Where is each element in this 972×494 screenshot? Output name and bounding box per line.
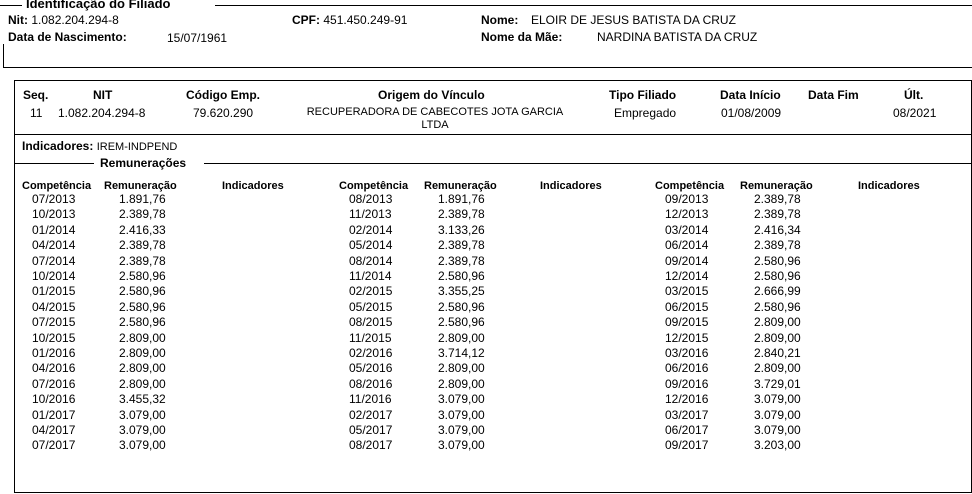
remuneracao-cell: 2.580,96 bbox=[119, 299, 166, 314]
remuneracao-cell: 2.809,00 bbox=[754, 330, 801, 345]
table-row bbox=[0, 392, 972, 407]
table-row bbox=[0, 438, 972, 453]
remuneracao-cell: 2.389,78 bbox=[754, 192, 801, 206]
remuneracao-cell: 2.809,00 bbox=[119, 361, 166, 376]
remuneracao-cell: 2.580,96 bbox=[754, 299, 801, 314]
remuneracao-cell: 2.389,78 bbox=[438, 207, 485, 222]
competencia-cell: 04/2014 bbox=[32, 238, 76, 253]
competencia-cell: 02/2016 bbox=[349, 346, 393, 360]
remuneracao-cell: 2.580,96 bbox=[438, 315, 485, 330]
competencia-cell: 10/2015 bbox=[32, 330, 76, 345]
remuneracao-cell: 1.891,76 bbox=[119, 192, 166, 206]
nascimento-value: 15/07/1961 bbox=[167, 31, 228, 45]
nome-value: ELOIR DE JESUS BATISTA DA CRUZ bbox=[531, 13, 736, 27]
remuneracao-cell: 2.809,00 bbox=[119, 346, 166, 360]
col-competencia-2: Competência bbox=[339, 180, 409, 192]
competencia-cell: 05/2016 bbox=[349, 361, 393, 376]
competencia-cell: 08/2016 bbox=[349, 376, 393, 391]
remuneracao-cell: 2.809,00 bbox=[754, 315, 801, 330]
competencia-cell: 01/2015 bbox=[32, 284, 76, 299]
competencia-cell: 06/2015 bbox=[665, 299, 709, 314]
header-codigo-emp: Código Emp. bbox=[186, 88, 260, 102]
col-remuneracao-2: Remuneração bbox=[424, 180, 497, 192]
remuneracao-cell: 3.455,32 bbox=[119, 392, 166, 407]
remuneracoes-rule-left bbox=[14, 163, 94, 164]
indicadores-value: IREM-INDPEND bbox=[96, 141, 178, 153]
row-ult: 08/2021 bbox=[893, 106, 937, 120]
table-row bbox=[0, 346, 972, 361]
table-row bbox=[0, 331, 972, 346]
competencia-cell: 04/2016 bbox=[32, 361, 76, 376]
competencia-cell: 02/2015 bbox=[349, 284, 393, 299]
remuneracao-cell: 3.079,00 bbox=[754, 407, 801, 422]
table-row bbox=[0, 192, 972, 207]
competencia-cell: 01/2017 bbox=[32, 407, 76, 422]
competencia-cell: 09/2017 bbox=[665, 438, 709, 453]
competencia-cell: 03/2017 bbox=[665, 407, 709, 422]
col-competencia-1: Competência bbox=[22, 180, 92, 192]
remuneracao-cell: 2.389,78 bbox=[754, 207, 801, 222]
header-tipo: Tipo Filiado bbox=[609, 88, 677, 102]
remuneracao-cell: 3.079,00 bbox=[438, 423, 485, 437]
col-indicadores-1: Indicadores bbox=[222, 180, 284, 192]
remuneracao-cell: 3.079,00 bbox=[754, 392, 801, 407]
competencia-cell: 11/2016 bbox=[349, 392, 392, 407]
remuneracao-cell: 2.580,96 bbox=[119, 269, 166, 283]
header-data-fim: Data Fim bbox=[808, 88, 859, 102]
header-data-inicio: Data Início bbox=[720, 88, 781, 102]
competencia-cell: 02/2014 bbox=[349, 222, 393, 237]
filiado-top-rule-left bbox=[0, 5, 22, 6]
cpf-field bbox=[292, 13, 407, 27]
col-indicadores-2: Indicadores bbox=[540, 180, 602, 192]
nome-label: Nome: bbox=[481, 13, 519, 27]
header-origem: Origem do Vínculo bbox=[378, 88, 485, 102]
competencia-cell: 12/2015 bbox=[665, 330, 709, 345]
remuneracao-cell: 3.079,00 bbox=[438, 392, 485, 407]
remuneracao-cell: 2.809,00 bbox=[438, 376, 485, 391]
competencia-cell: 01/2014 bbox=[32, 222, 76, 237]
nit-field bbox=[8, 13, 119, 27]
remuneracoes-title: Remunerações bbox=[100, 156, 187, 170]
indicadores-field bbox=[22, 139, 177, 154]
competencia-cell: 03/2016 bbox=[665, 346, 709, 360]
competencia-cell: 08/2014 bbox=[349, 253, 393, 268]
remuneracao-cell: 1.891,76 bbox=[438, 192, 485, 206]
remuneracao-cell: 2.389,78 bbox=[438, 253, 485, 268]
competencia-cell: 09/2013 bbox=[665, 192, 709, 206]
remuneracao-cell: 2.580,96 bbox=[438, 269, 485, 283]
remuneracao-cell: 2.809,00 bbox=[754, 361, 801, 376]
competencia-cell: 03/2014 bbox=[665, 222, 709, 237]
row-origem-line1: RECUPERADORA DE CABECOTES JOTA GARCIA bbox=[306, 106, 564, 118]
remuneracao-cell: 2.416,33 bbox=[119, 222, 166, 237]
competencia-cell: 04/2015 bbox=[32, 299, 76, 314]
filiado-left-border bbox=[3, 44, 4, 67]
row-data-inicio: 01/08/2009 bbox=[721, 106, 782, 120]
row-nit: 1.082.204.294-8 bbox=[58, 106, 146, 120]
cpf-value: 451.450.249-91 bbox=[323, 13, 408, 27]
remuneracoes-rule-right bbox=[204, 163, 972, 164]
table-row bbox=[0, 361, 972, 376]
remuneracao-cell: 3.079,00 bbox=[119, 423, 166, 437]
remuneracao-cell: 2.580,96 bbox=[119, 315, 166, 330]
cpf-label: CPF: bbox=[292, 13, 320, 27]
nit-value: 1.082.204.294-8 bbox=[31, 13, 119, 27]
remuneracao-cell: 2.809,00 bbox=[438, 361, 485, 376]
vinculo-divider bbox=[14, 134, 972, 135]
remuneracao-cell: 3.133,26 bbox=[438, 222, 485, 237]
competencia-cell: 07/2016 bbox=[32, 376, 76, 391]
col-remuneracao-1: Remuneração bbox=[104, 180, 177, 192]
table-row bbox=[0, 423, 972, 438]
table-row bbox=[0, 300, 972, 315]
col-competencia-3: Competência bbox=[655, 180, 725, 192]
table-row bbox=[0, 408, 972, 423]
col-remuneracao-3: Remuneração bbox=[740, 180, 813, 192]
table-row bbox=[0, 223, 972, 238]
table-row bbox=[0, 207, 972, 222]
competencia-cell: 04/2017 bbox=[32, 423, 76, 437]
competencia-cell: 12/2014 bbox=[665, 269, 709, 283]
remuneracao-cell: 2.580,96 bbox=[119, 284, 166, 299]
competencia-cell: 07/2014 bbox=[32, 253, 76, 268]
competencia-cell: 06/2017 bbox=[665, 423, 709, 437]
remuneracao-cell: 3.079,00 bbox=[119, 438, 166, 453]
remuneracao-cell: 3.355,25 bbox=[438, 284, 485, 299]
competencia-cell: 12/2016 bbox=[665, 392, 709, 407]
competencia-cell: 08/2017 bbox=[349, 438, 393, 453]
competencia-cell: 07/2013 bbox=[32, 192, 76, 206]
competencia-cell: 11/2013 bbox=[349, 207, 392, 222]
row-seq: 11 bbox=[30, 106, 43, 120]
remuneracao-cell: 3.203,00 bbox=[754, 438, 801, 453]
remuneracao-cell: 3.079,00 bbox=[438, 438, 485, 453]
competencia-cell: 05/2014 bbox=[349, 238, 393, 253]
col-indicadores-3: Indicadores bbox=[858, 180, 920, 192]
competencia-cell: 01/2016 bbox=[32, 346, 76, 360]
remuneracao-cell: 3.079,00 bbox=[438, 407, 485, 422]
filiado-bottom-rule bbox=[3, 67, 972, 68]
mae-value: NARDINA BATISTA DA CRUZ bbox=[597, 30, 758, 44]
competencia-cell: 07/2017 bbox=[32, 438, 76, 453]
table-row bbox=[0, 284, 972, 299]
mae-label: Nome da Mãe: bbox=[481, 30, 563, 44]
competencia-cell: 05/2015 bbox=[349, 299, 393, 314]
table-row bbox=[0, 254, 972, 269]
remuneracao-cell: 2.389,78 bbox=[754, 238, 801, 253]
nit-label: Nit: bbox=[8, 13, 28, 27]
competencia-cell: 03/2015 bbox=[665, 284, 709, 299]
row-tipo: Empregado bbox=[614, 106, 677, 120]
competencia-cell: 12/2013 bbox=[665, 207, 709, 222]
competencia-cell: 11/2014 bbox=[349, 269, 392, 283]
remuneracao-cell: 2.389,78 bbox=[119, 253, 166, 268]
competencia-cell: 06/2014 bbox=[665, 238, 709, 253]
competencia-cell: 09/2016 bbox=[665, 376, 709, 391]
competencia-cell: 08/2013 bbox=[349, 192, 393, 206]
row-origem-line2: LTDA bbox=[421, 119, 449, 131]
header-nit: NIT bbox=[93, 88, 113, 102]
remuneracao-cell: 2.389,78 bbox=[438, 238, 485, 253]
table-row bbox=[0, 269, 972, 284]
competencia-cell: 08/2015 bbox=[349, 315, 393, 330]
remuneracao-cell: 2.809,00 bbox=[438, 330, 485, 345]
table-row bbox=[0, 315, 972, 330]
remuneracao-cell: 3.729,01 bbox=[754, 376, 801, 391]
competencia-cell: 05/2017 bbox=[349, 423, 393, 437]
remuneracao-cell: 2.580,96 bbox=[754, 269, 801, 283]
indicadores-label: Indicadores: bbox=[22, 139, 94, 153]
competencia-cell: 10/2016 bbox=[32, 392, 76, 407]
nascimento-label: Data de Nascimento: bbox=[8, 30, 127, 44]
remuneracao-cell: 2.580,96 bbox=[754, 253, 801, 268]
competencia-cell: 06/2016 bbox=[665, 361, 709, 376]
competencia-cell: 09/2015 bbox=[665, 315, 709, 330]
competencia-cell: 02/2017 bbox=[349, 407, 393, 422]
header-seq: Seq. bbox=[23, 88, 49, 102]
header-ult: Últ. bbox=[904, 88, 924, 102]
remuneracao-cell: 2.389,78 bbox=[119, 207, 166, 222]
competencia-cell: 07/2015 bbox=[32, 315, 76, 330]
filiado-top-rule-right bbox=[215, 5, 972, 6]
table-row bbox=[0, 238, 972, 253]
remuneracao-cell: 2.416,34 bbox=[754, 222, 801, 237]
remuneracao-cell: 2.580,96 bbox=[438, 299, 485, 314]
remuneracao-cell: 3.714,12 bbox=[438, 346, 485, 360]
remuneracao-cell: 3.079,00 bbox=[119, 407, 166, 422]
competencia-cell: 10/2013 bbox=[32, 207, 76, 222]
remuneracao-cell: 3.079,00 bbox=[754, 423, 801, 437]
remuneracao-cell: 2.840,21 bbox=[754, 346, 801, 360]
filiado-section-title: Identificação do Filiado bbox=[26, 0, 171, 11]
competencia-cell: 09/2014 bbox=[665, 253, 709, 268]
competencia-cell: 10/2014 bbox=[32, 269, 76, 283]
remuneracao-cell: 2.809,00 bbox=[119, 376, 166, 391]
table-row bbox=[0, 377, 972, 392]
competencia-cell: 11/2015 bbox=[349, 330, 392, 345]
remuneracao-cell: 2.666,99 bbox=[754, 284, 801, 299]
row-codigo-emp: 79.620.290 bbox=[193, 106, 254, 120]
remuneracao-cell: 2.809,00 bbox=[119, 330, 166, 345]
remuneracao-cell: 2.389,78 bbox=[119, 238, 166, 253]
